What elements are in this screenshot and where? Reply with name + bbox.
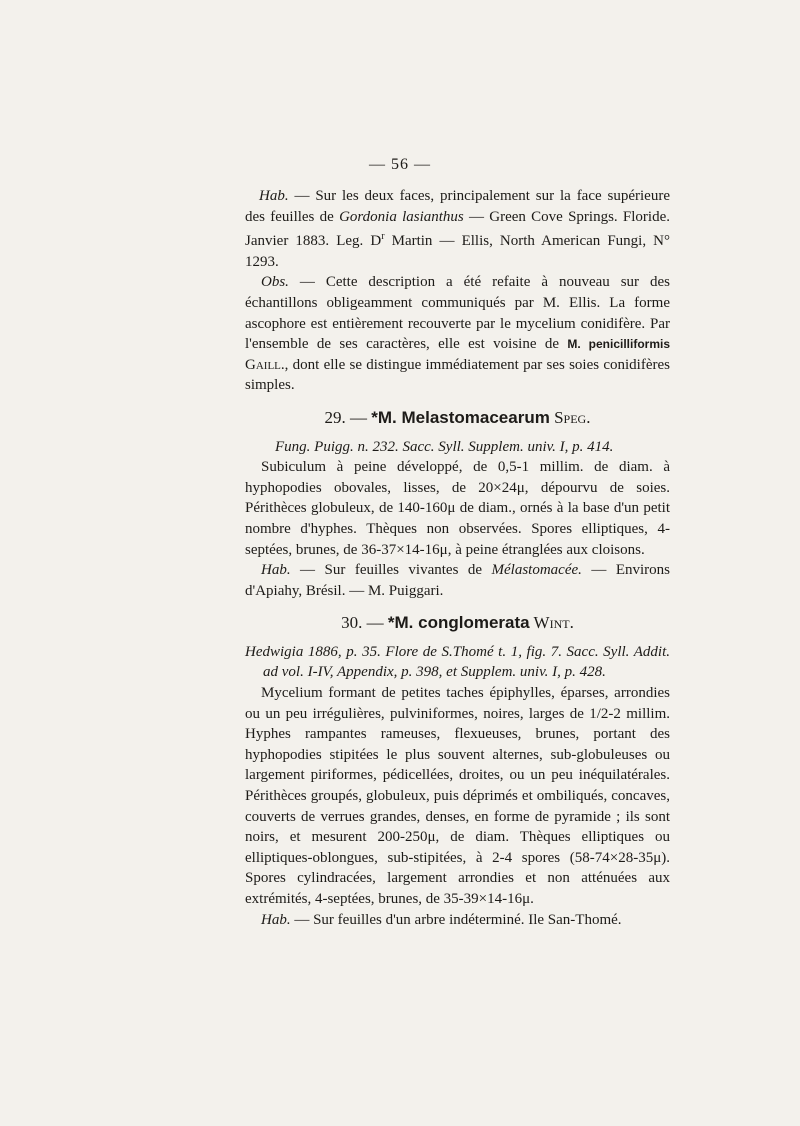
superscript: r	[381, 231, 385, 243]
related-species: M. penicilliformis	[567, 337, 670, 352]
description-29: Subiculum à peine développé, de 0,5-1 millim. de diam. à hyphopodies obovales, lisses, de 20×24μ, dépourvu de soies. Périthèces globuleux, de 140-160μ de diam., ornés à la base d'un petit nombre d'hyphes. Thèques non observées. Spores elliptiques, 4-septées, brunes, de 36-37×14-16μ, à peine étranglées aux cloisons.	[245, 459, 670, 558]
author-name: Gaill.	[245, 356, 285, 373]
hab-label: Hab.	[261, 911, 291, 928]
hab-text: — Environs d'Apiahy, Brésil. — M. Puiggari.	[245, 562, 670, 599]
obs-label: Obs.	[261, 274, 289, 291]
species-number: 29. —	[324, 407, 372, 427]
reference-29: Fung. Puigg. n. 232. Sacc. Syll. Supplem. univ. I, p. 414.	[275, 438, 614, 455]
reference-30: Hedwigia 1886, p. 35. Flore de S.Thomé t. 1, fig. 7. Sacc. Syll. Addit. ad vol. I-IV, Appendix, p. 398, et Supplem. univ. I, p. 428.	[245, 643, 670, 681]
species-heading-29	[245, 408, 670, 429]
species-author: Speg.	[549, 407, 591, 427]
hab-label: Hab.	[261, 562, 291, 579]
hab-text: — Sur les deux faces, principalement sur la face supérieure des feuilles de	[245, 188, 670, 225]
habitat-30	[245, 910, 670, 931]
body-text	[245, 186, 670, 930]
species-name: *M. Melastomacearum	[371, 407, 550, 427]
page-number: — 56 —	[369, 156, 431, 173]
description-30: Mycelium formant de petites taches épiphylles, éparses, arrondies ou un peu irrégulières, pulviniformes, noires, larges de 1/2-2 millim. Hyphes rampantes rameuses, flexueuses, brunes, portant des hyphopodies stipitées le plus souvent alternes, sub-globuleuses ou largement piriformes, pédicellées, droites, ou un peu inéquilatérales. Périthèces groupés, globuleux, puis déprimés et ombiliqués, concaves, couverts de verrues grandes, denses, en forme de pyramide ; ils sont noirs, et mesurent 200-250μ, de diam. Thèques elliptiques ou elliptiques-oblongues, sub-stipitées, à 2-4 spores (58-74×28-35μ). Spores cylindracées, largement arrondies et non atténuées aux extrémités, 4-septées, brunes, de 35-39×14-16μ.	[245, 685, 670, 907]
species-name: *M. conglomerata	[387, 613, 530, 633]
obs-text: , dont elle se distingue immédiatement par ses soies conidifères simples.	[245, 356, 670, 394]
species-author: Wint.	[529, 613, 574, 633]
hab-text: Martin — Ellis, North American Fungi, N° 1293.	[245, 233, 670, 270]
species-number: 30. —	[341, 613, 388, 633]
hab-text: — Sur feuilles d'un arbre indéterminé. Ile San-Thomé.	[290, 911, 622, 928]
habitat-29	[245, 560, 670, 601]
habitat-paragraph	[245, 186, 670, 272]
obs-text: — Cette description a été refaite à nouveau sur des échantillons obligeamment communiqués par M. Ellis. La forme ascophore est entièrement recouverte par le mycelium conidifère. Par l'ensemble de ses caractères, elle est voisine de	[245, 274, 670, 353]
hab-label: Hab.	[259, 188, 289, 204]
hab-text: — Sur feuilles vivantes de	[290, 562, 492, 579]
observation-paragraph	[245, 272, 670, 396]
host-name: Mélastomacée.	[491, 562, 582, 579]
host-species: Gordonia lasianthus	[339, 208, 464, 225]
hab-text: — Green Cove Springs. Floride. Janvier 1883. Leg. D	[245, 208, 671, 250]
species-heading-30	[245, 613, 670, 634]
